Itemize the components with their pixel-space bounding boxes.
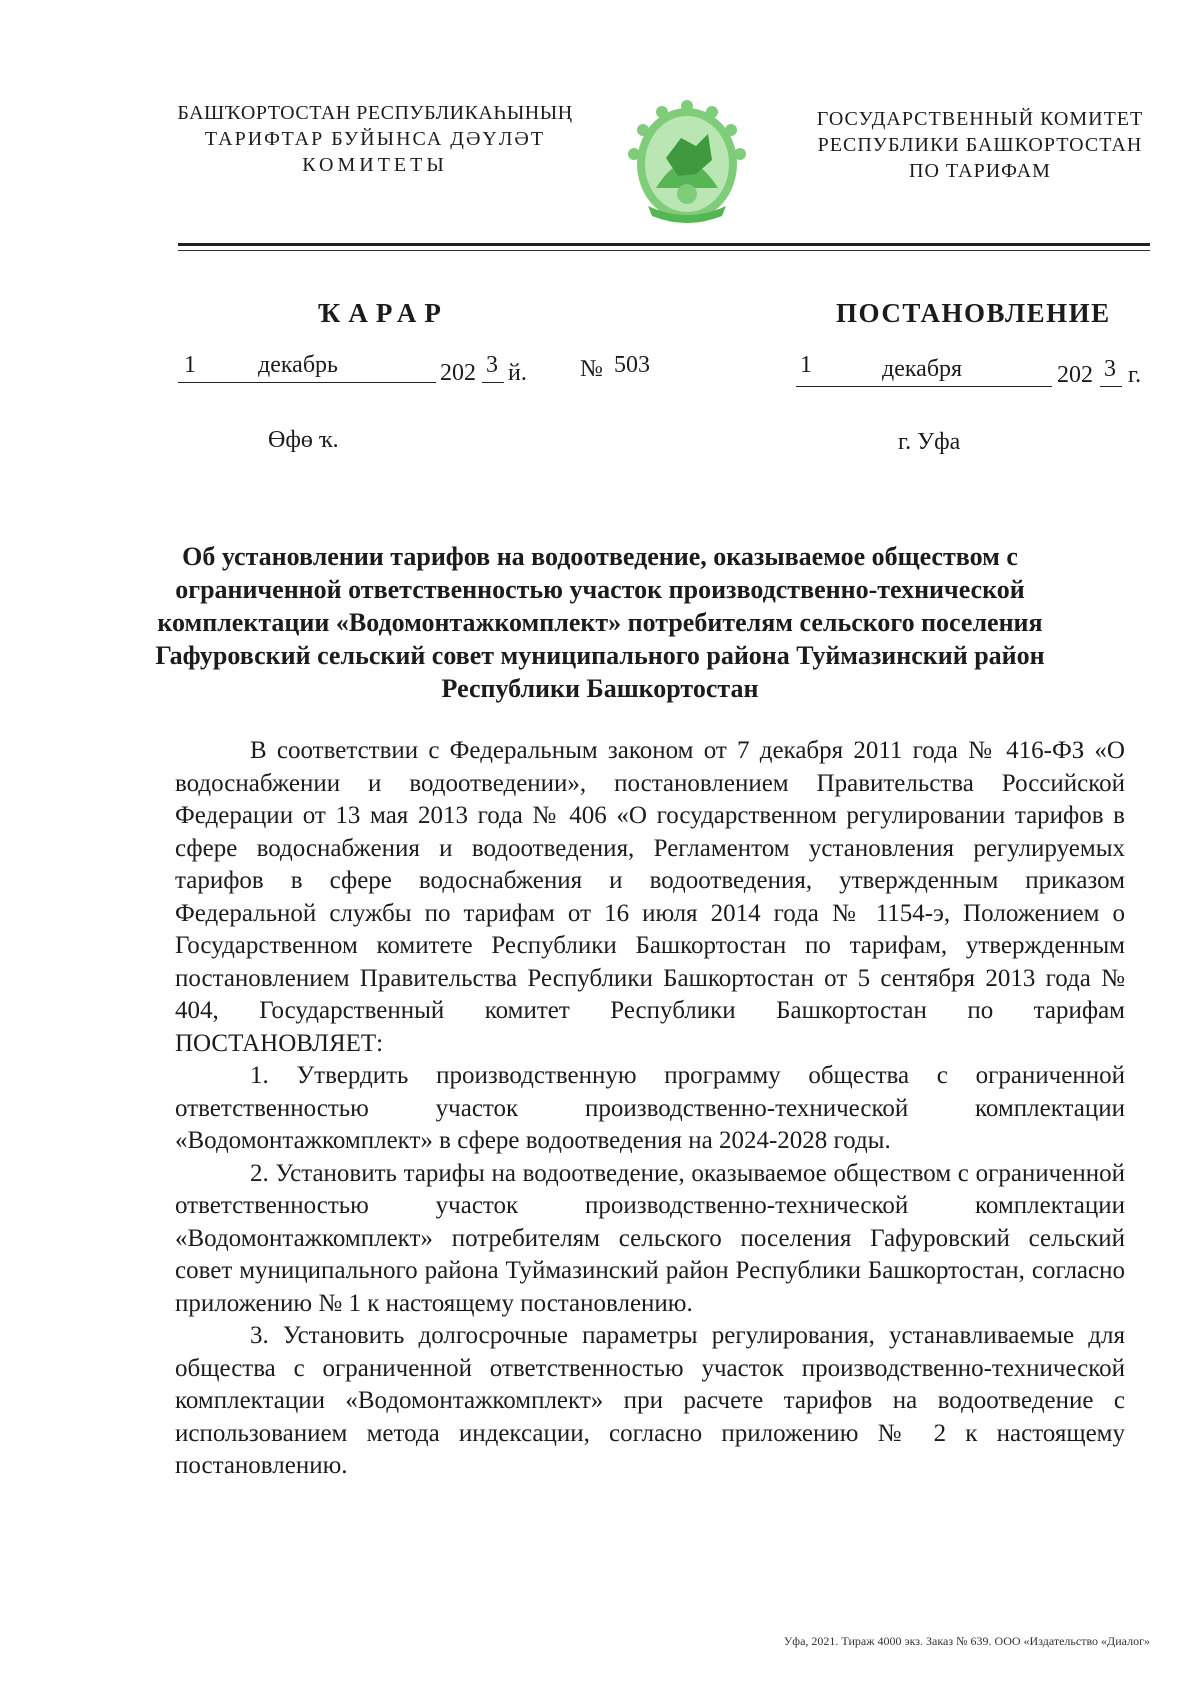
place-bashkir: Өфө ҡ. [268, 427, 339, 453]
date-left-year-underline [482, 382, 504, 383]
date-right-suffix: г. [1128, 362, 1142, 388]
document-title: Об установлении тарифов на водоотведение, оказываемое обществом с ограниченной ответственностью участок производственно-технической комплектации «Водомонтажкомплект» потребителям сельского поселения Гафуровский сельский совет муниципального района Туймазинский район Республики Башкортостан [155, 542, 1045, 703]
date-right-day: 1 [800, 352, 812, 378]
date-left-year-digit: 3 [486, 352, 498, 378]
paragraph-item-3: 3. Установить долгосрочные параметры регулирования, устанавливаемые для общества с ограниченной ответственностью участок производственно-технической комплектации «Водомонтажкомплект» при расчете тарифов на водоотведение с использованием метода индексации, согласно приложению № 2 к настоящему постановлению. [175, 1322, 1125, 1479]
date-right-year-underline [1100, 386, 1122, 387]
letterhead-russian [790, 106, 1170, 184]
bashkortostan-coat-of-arms-icon [626, 98, 748, 230]
letterhead-bashkir-line-1: БАШҠОРТОСТАН РЕСПУБЛИКАҺЫНЫҢ [177, 102, 573, 124]
letterhead-russian-line-3: ПО ТАРИФАМ [909, 160, 1051, 182]
date-left-underline [178, 382, 436, 383]
number-value: 503 [614, 352, 650, 378]
title-postanovlenie: ПОСТАНОВЛЕНИЕ [836, 298, 1111, 328]
date-right-year-digit: 3 [1104, 356, 1116, 382]
print-footer: Уфа, 2021. Тираж 4000 экз. Заказ № 639. ООО «Издательство «Диалог» [783, 1634, 1150, 1648]
date-left-year-prefix: 202 [440, 360, 476, 386]
date-left-month: декабрь [258, 352, 338, 378]
header-rule-thin [178, 250, 1150, 251]
date-right-year-prefix: 202 [1057, 362, 1093, 388]
letterhead-bashkir [150, 100, 600, 178]
title-karar: ҠАРАР [318, 298, 449, 328]
paragraph-preamble: В соответствии с Федеральным законом от 7 декабря 2011 года № 416-ФЗ «О водоснабжении и водоотведении», постановлением Правительства Российской Федерации от 13 мая 2013 года № 406 «О государственном регулировании тарифов в сфере водоснабжения и водоотведения, Регламентом установления регулируемых тарифов в сфере водоснабжения и водоотведения, утвержденным приказом Федеральной службы по тарифам от 16 июля 2014 года № 1154-э, Положением о Государственном комитете Республики Башкортостан по тарифам, утвержденным постановлением Правительства Республики Башкортостан от 5 сентября 2013 года № 404, Государственный комитет Республики Башкортостан по тарифам ПОСТАНОВЛЯЕТ: [175, 737, 1125, 1057]
place-russian: г. Уфа [898, 429, 961, 455]
letterhead-russian-line-1: ГОСУДАРСТВЕННЫЙ КОМИТЕТ [816, 108, 1144, 130]
date-right-month: декабря [882, 356, 963, 382]
date-left-suffix: й. [508, 360, 527, 386]
letterhead-bashkir-line-2: ТАРИФТАР БУЙЫНСА ДӘҮЛӘТ [204, 128, 546, 150]
letterhead-russian-line-2: РЕСПУБЛИКИ БАШКОРТОСТАН [817, 134, 1143, 156]
document-body [175, 735, 1125, 1483]
header-rule-thick [178, 243, 1150, 246]
paragraph-item-1: 1. Утвердить производственную программу общества с ограниченной ответственностью участок производственно-технической комплектации «Водомонтажкомплект» в сфере водоотведения на 2024-2028 годы. [175, 1062, 1125, 1154]
date-left-day: 1 [184, 352, 196, 378]
date-right-underline [796, 386, 1052, 387]
letterhead-bashkir-line-3: КОМИТЕТЫ [302, 154, 448, 176]
paragraph-item-2: 2. Установить тарифы на водоотведение, оказываемое обществом с ограниченной ответственностью участок производственно-технической комплектации «Водомонтажкомплект» потребителям сельского поселения Гафуровский сельский совет муниципального района Туймазинский район Республики Башкортостан, согласно приложению № 1 к настоящему постановлению. [175, 1159, 1125, 1317]
number-sign: № [580, 356, 603, 382]
